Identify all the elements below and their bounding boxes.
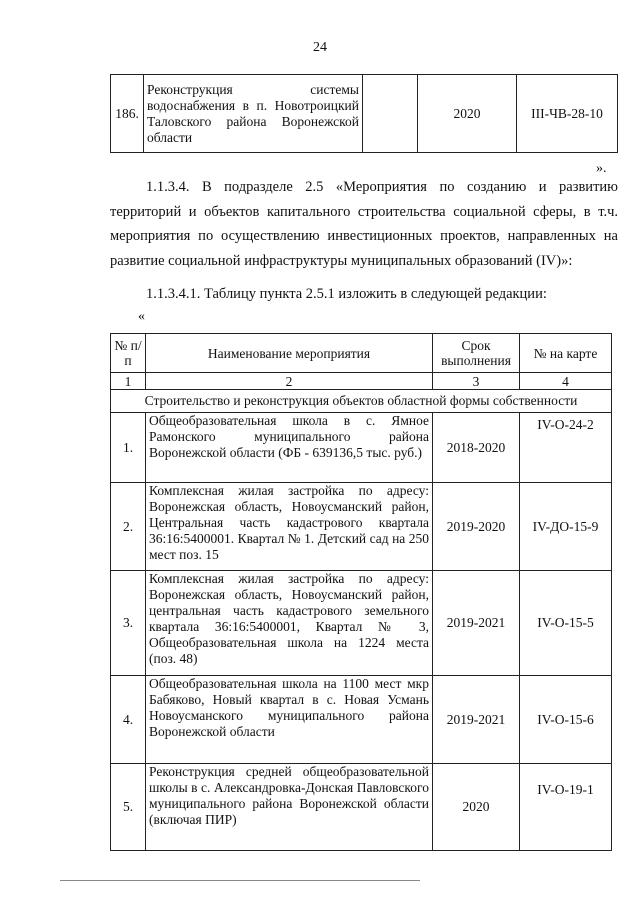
col-number-2: 2	[146, 373, 433, 390]
table-row	[111, 764, 612, 851]
closing-quote: ».	[596, 161, 607, 176]
section-row	[111, 390, 612, 413]
row-map-code: IV-О-15-6	[520, 676, 612, 764]
col-number-1: 1	[111, 373, 146, 390]
row-map-code: III-ЧВ-28-10	[517, 75, 618, 153]
opening-quote: «	[138, 309, 145, 324]
header-name: Наименование мероприятия	[146, 334, 433, 373]
row-number: 5.	[111, 764, 146, 851]
row-empty-cell	[363, 75, 418, 153]
paragraph-1-1-3-4: 1.1.3.4. В подразделе 2.5 «Мероприятия по созданию и развитию территорий и объектов капитального строительства социальной сферы, в т.ч. мероприятия по осуществлению инвестиционных проектов, направленных на развитие социальной инфраструктуры муниципальных образований (IV)»:	[110, 179, 618, 269]
column-numbers-row	[111, 373, 612, 390]
row-map-code: IV-О-19-1	[520, 764, 612, 851]
page-number: 24	[313, 40, 327, 55]
row-map-code: IV-ДО-15-9	[520, 483, 612, 571]
header-num: № п/п	[111, 334, 146, 373]
row-name: Комплексная жилая застройка по адресу: Воронежская область, Новоусманский район, центральная часть кадастрового земельного квартала 36:16:5400001, Квартал № 3, Общеобразовательная школа на 1224 места (поз. 48)	[146, 571, 433, 676]
section-title: Строительство и реконструкция объектов областной формы собственности	[111, 390, 612, 413]
row-name: Комплексная жилая застройка по адресу: Воронежская область, Новоусманский район, Центральная часть кадастрового квартала 36:16:5400001. Квартал № 1. Детский сад на 250 мест поз. 15	[146, 483, 433, 571]
table-row	[111, 483, 612, 571]
row-number: 1.	[111, 413, 146, 483]
table-header-row	[111, 334, 612, 373]
table-row	[111, 676, 612, 764]
table-row	[111, 75, 618, 153]
row-term: 2019-2021	[433, 571, 520, 676]
footer-divider	[60, 880, 420, 881]
header-map: № на карте	[520, 334, 612, 373]
measures-table	[110, 333, 612, 851]
row-name: Общеобразовательная школа в с. Ямное Рамонского муниципального района Воронежской области (ФБ - 639136,5 тыс. руб.)	[146, 413, 433, 483]
row-term: 2019-2020	[433, 483, 520, 571]
table-row	[111, 571, 612, 676]
row-name: Общеобразовательная школа на 1100 мест мкр Бабяково, Новый квартал в с. Новая Усмань Новоусманского муниципального района Воронежской области	[146, 676, 433, 764]
row-term: 2018-2020	[433, 413, 520, 483]
table-row	[111, 413, 612, 483]
header-term: Срок выполнения	[433, 334, 520, 373]
row-number: 4.	[111, 676, 146, 764]
paragraph-1-1-3-4-1: 1.1.3.4.1. Таблицу пункта 2.5.1 изложить в следующей редакции:	[146, 286, 547, 302]
previous-table-last-row	[110, 74, 618, 153]
row-name: Реконструкция средней общеобразовательной школы в с. Александровка-Донская Павловского муниципального района Воронежской области (включая ПИР)	[146, 764, 433, 851]
row-term: 2020	[433, 764, 520, 851]
row-map-code: IV-О-24-2	[520, 413, 612, 483]
col-number-4: 4	[520, 373, 612, 390]
row-term: 2019-2021	[433, 676, 520, 764]
row-number: 186.	[111, 75, 144, 153]
row-number: 2.	[111, 483, 146, 571]
col-number-3: 3	[433, 373, 520, 390]
row-year: 2020	[418, 75, 517, 153]
row-name: Реконструкция системы водоснабжения в п. Новотроицкий Таловского района Воронежской области	[144, 75, 363, 153]
row-number: 3.	[111, 571, 146, 676]
row-map-code: IV-О-15-5	[520, 571, 612, 676]
